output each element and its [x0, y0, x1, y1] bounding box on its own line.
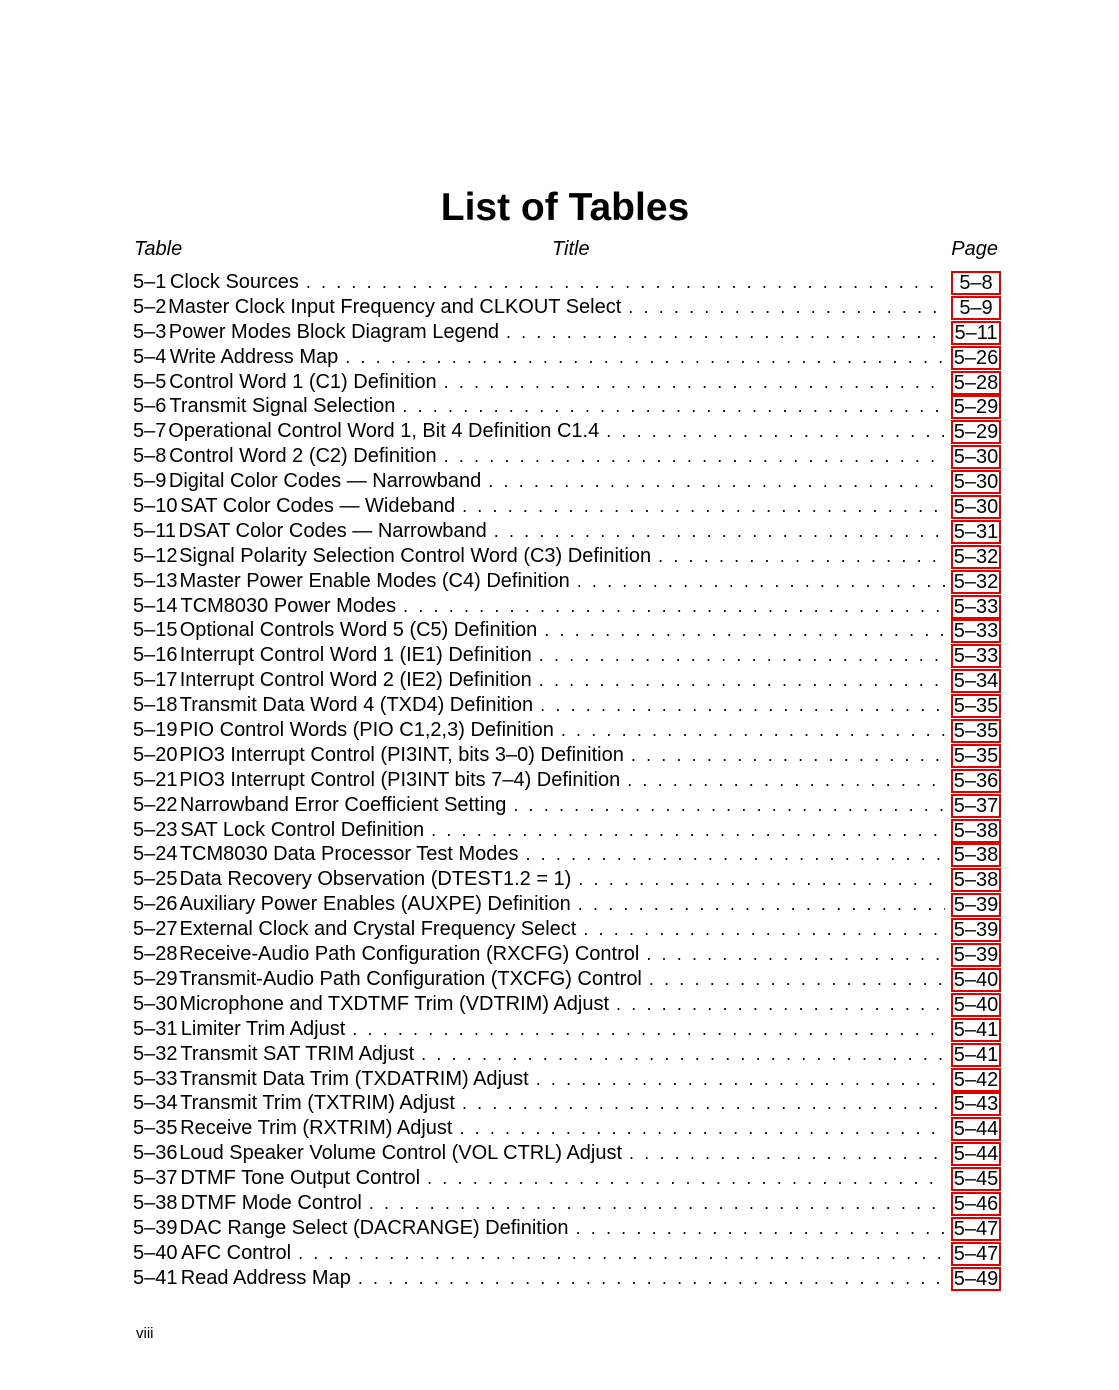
dot-leader: [539, 668, 945, 693]
table-title: Loud Speaker Volume Control (VOL CTRL) Adjust: [179, 1142, 623, 1165]
page-link[interactable]: 5–32: [951, 545, 1001, 569]
table-number: 5–12: [133, 544, 178, 567]
column-header-table: Table: [134, 238, 183, 260]
dot-leader: [536, 1067, 945, 1092]
page-link[interactable]: 5–30: [951, 495, 1001, 519]
dot-leader: [402, 394, 945, 419]
dot-leader: [345, 345, 945, 370]
dot-leader: [646, 942, 945, 967]
page-link[interactable]: 5–47: [951, 1217, 1001, 1241]
table-list-item[interactable]: [133, 1266, 1001, 1291]
table-title: AFC Control: [181, 1241, 292, 1264]
table-title: PIO3 Interrupt Control (PI3INT, bits 3–0) Definition: [179, 743, 624, 766]
dot-leader: [298, 1241, 945, 1266]
table-title: Auxiliary Power Enables (AUXPE) Definition: [179, 893, 571, 916]
table-number: 5–22: [133, 793, 178, 816]
page-link[interactable]: 5–30: [951, 445, 1001, 469]
table-title: Clock Sources: [169, 271, 299, 293]
table-title: Master Power Enable Modes (C4) Definition: [179, 569, 570, 592]
table-list-item[interactable]: [133, 419, 1001, 444]
page-link[interactable]: 5–49: [951, 1267, 1001, 1291]
page-link[interactable]: 5–32: [951, 570, 1001, 594]
dot-leader: [358, 1266, 945, 1291]
table-number: 5–29: [133, 967, 178, 990]
table-list-item[interactable]: [133, 967, 1001, 992]
table-title: Read Address Map: [180, 1266, 351, 1289]
table-list-item[interactable]: [133, 1166, 1001, 1191]
page-link[interactable]: 5–35: [951, 744, 1001, 768]
table-list-item[interactable]: [133, 1141, 1001, 1166]
dot-leader: [658, 544, 945, 569]
table-list-item[interactable]: [133, 494, 1001, 519]
table-list-item[interactable]: [133, 1017, 1001, 1042]
page-link[interactable]: 5–39: [951, 918, 1001, 942]
dot-leader: [577, 569, 945, 594]
table-number: 5–1: [133, 271, 167, 293]
page-link[interactable]: 5–44: [951, 1117, 1001, 1141]
table-list-item[interactable]: [133, 1042, 1001, 1067]
page-link[interactable]: 5–36: [951, 769, 1001, 793]
page-link[interactable]: 5–33: [951, 595, 1001, 619]
table-number: 5–37: [133, 1167, 178, 1190]
dot-leader: [352, 1017, 945, 1042]
dot-leader: [628, 295, 945, 320]
table-list-item[interactable]: [133, 818, 1001, 843]
table-list-item[interactable]: [133, 519, 1001, 544]
table-number: 5–32: [133, 1042, 178, 1065]
dot-leader: [539, 643, 945, 668]
table-number: 5–21: [133, 768, 178, 791]
table-number: 5–30: [133, 992, 178, 1015]
table-list-item[interactable]: [133, 718, 1001, 743]
table-title: Receive-Audio Path Configuration (RXCFG) Control: [179, 943, 640, 966]
column-header-title: Title: [552, 238, 590, 260]
dot-leader: [616, 992, 945, 1017]
page-title: List of Tables: [440, 186, 690, 229]
column-header: [134, 238, 1000, 264]
table-title: Data Recovery Observation (DTEST1.2 = 1): [179, 868, 572, 891]
table-number: 5–2: [133, 295, 167, 318]
dot-leader: [561, 718, 945, 743]
dot-leader: [513, 793, 945, 818]
dot-leader: [306, 270, 945, 295]
table-list-item[interactable]: [133, 569, 1001, 594]
page-link[interactable]: 5–39: [951, 943, 1001, 967]
table-title: Limiter Trim Adjust: [180, 1017, 346, 1040]
table-title: External Clock and Crystal Frequency Select: [179, 918, 577, 941]
page-link[interactable]: 5–33: [951, 644, 1001, 668]
page-link[interactable]: 5–35: [951, 694, 1001, 718]
table-number: 5–10: [133, 495, 178, 518]
page-link[interactable]: 5–42: [951, 1068, 1001, 1092]
table-number: 5–11: [133, 519, 177, 542]
table-title: Microphone and TXDTMF Trim (VDTRIM) Adjust: [179, 992, 610, 1015]
table-list-item[interactable]: [133, 1091, 1001, 1116]
page-link[interactable]: 5–38: [951, 843, 1001, 867]
table-number: 5–18: [133, 694, 178, 717]
dot-leader: [369, 1191, 945, 1216]
table-list: [133, 270, 1001, 1291]
table-title: Power Modes Block Diagram Legend: [168, 320, 499, 343]
table-number: 5–6: [133, 395, 167, 418]
table-title: Digital Color Codes — Narrowband: [168, 470, 482, 493]
table-title: Transmit SAT TRIM Adjust: [180, 1042, 415, 1065]
column-header-page: Page: [951, 238, 998, 260]
table-list-item[interactable]: [133, 842, 1001, 867]
table-list-item[interactable]: [133, 469, 1001, 494]
page-link[interactable]: 5–41: [951, 1018, 1001, 1042]
table-number: 5–24: [133, 843, 178, 866]
table-list-item[interactable]: [133, 917, 1001, 942]
table-number: 5–31: [133, 1017, 178, 1040]
dot-leader: [606, 419, 945, 444]
dot-leader: [576, 1216, 945, 1241]
page-link[interactable]: 5–29: [951, 420, 1001, 444]
table-number: 5–13: [133, 569, 178, 592]
table-title: Optional Controls Word 5 (C5) Definition: [179, 619, 538, 642]
table-list-item[interactable]: [133, 1067, 1001, 1092]
dot-leader: [583, 917, 945, 942]
table-number: 5–19: [133, 719, 178, 742]
table-title: Control Word 2 (C2) Definition: [169, 445, 437, 468]
dot-leader: [444, 370, 945, 395]
table-title: DTMF Mode Control: [180, 1191, 362, 1214]
page-link[interactable]: 5–43: [951, 1092, 1001, 1116]
table-number: 5–38: [133, 1191, 178, 1214]
table-list-item[interactable]: [133, 942, 1001, 967]
table-title: Transmit Trim (TXTRIM) Adjust: [180, 1092, 455, 1115]
table-title: Master Clock Input Frequency and CLKOUT Select: [168, 295, 622, 318]
dot-leader: [462, 494, 945, 519]
page-link[interactable]: 5–30: [951, 470, 1001, 494]
table-title: DAC Range Select (DACRANGE) Definition: [179, 1216, 569, 1239]
dot-leader: [462, 1091, 945, 1116]
table-list-item[interactable]: [133, 693, 1001, 718]
page-link[interactable]: 5–44: [951, 1142, 1001, 1166]
table-list-item[interactable]: [133, 1216, 1001, 1241]
table-number: 5–23: [133, 818, 178, 841]
table-list-item[interactable]: [133, 892, 1001, 917]
table-list-item[interactable]: [133, 768, 1001, 793]
table-list-item[interactable]: [133, 295, 1001, 320]
table-list-item[interactable]: [133, 643, 1001, 668]
table-number: 5–20: [133, 743, 178, 766]
dot-leader: [578, 867, 945, 892]
dot-leader: [506, 320, 945, 345]
table-list-item[interactable]: [133, 992, 1001, 1017]
page-link[interactable]: 5–35: [951, 719, 1001, 743]
table-list-item[interactable]: [133, 444, 1001, 469]
table-number: 5–25: [133, 868, 178, 891]
table-list-item[interactable]: [133, 1116, 1001, 1141]
page-link[interactable]: 5–38: [951, 819, 1001, 843]
table-title: PIO Control Words (PIO C1,2,3) Definition: [179, 719, 554, 742]
table-number: 5–4: [133, 345, 167, 368]
page-link[interactable]: 5–9: [951, 296, 1001, 320]
table-title: Write Address Map: [169, 345, 339, 368]
table-list-item[interactable]: [133, 345, 1001, 370]
page-link[interactable]: 5–39: [951, 893, 1001, 917]
table-list-item[interactable]: [133, 743, 1001, 768]
table-title: Operational Control Word 1, Bit 4 Definition C1.4: [168, 420, 600, 443]
dot-leader: [544, 618, 945, 643]
page-link[interactable]: 5–40: [951, 968, 1001, 992]
dot-leader: [459, 1116, 945, 1141]
table-title: TCM8030 Power Modes: [180, 594, 397, 617]
table-title: PIO3 Interrupt Control (PI3INT bits 7–4) Definition: [179, 768, 621, 791]
table-title: Control Word 1 (C1) Definition: [169, 370, 437, 393]
page-link[interactable]: 5–46: [951, 1192, 1001, 1216]
table-title: SAT Color Codes — Wideband: [180, 495, 456, 518]
table-number: 5–36: [133, 1142, 178, 1165]
page-link[interactable]: 5–38: [951, 868, 1001, 892]
table-number: 5–40: [133, 1241, 178, 1264]
table-number: 5–39: [133, 1216, 178, 1239]
dot-leader: [494, 519, 945, 544]
table-number: 5–15: [133, 619, 178, 642]
dot-leader: [578, 892, 945, 917]
dot-leader: [629, 1141, 945, 1166]
table-list-item[interactable]: [133, 1241, 1001, 1266]
dot-leader: [421, 1042, 945, 1067]
dot-leader: [403, 594, 945, 619]
table-number: 5–33: [133, 1067, 178, 1090]
table-number: 5–35: [133, 1117, 178, 1140]
table-list-item[interactable]: [133, 320, 1001, 345]
page-link[interactable]: 5–40: [951, 993, 1001, 1017]
page-link[interactable]: 5–41: [951, 1043, 1001, 1067]
table-title: Interrupt Control Word 2 (IE2) Definition: [179, 669, 532, 692]
page-link[interactable]: 5–34: [951, 669, 1001, 693]
table-list-item[interactable]: [133, 1191, 1001, 1216]
page-link[interactable]: 5–37: [951, 794, 1001, 818]
table-list-item[interactable]: [133, 618, 1001, 643]
page-link[interactable]: 5–26: [951, 346, 1001, 370]
table-title: Interrupt Control Word 1 (IE1) Definition: [179, 644, 532, 667]
table-title: DSAT Color Codes — Narrowband: [178, 519, 487, 542]
table-number: 5–9: [133, 470, 167, 493]
page-link[interactable]: 5–31: [951, 520, 1001, 544]
table-number: 5–34: [133, 1092, 178, 1115]
table-number: 5–8: [133, 445, 167, 468]
table-title: Signal Polarity Selection Control Word (C3) Definition: [179, 544, 652, 567]
table-number: 5–27: [133, 918, 178, 941]
table-list-item[interactable]: [133, 394, 1001, 419]
page-number-footer: viii: [136, 1325, 154, 1342]
table-title: Transmit Signal Selection: [169, 395, 396, 418]
dot-leader: [444, 444, 945, 469]
dot-leader: [431, 818, 945, 843]
page-link[interactable]: 5–45: [951, 1167, 1001, 1191]
dot-leader: [488, 469, 945, 494]
page-link[interactable]: 5–8: [951, 271, 1001, 295]
dot-leader: [627, 768, 945, 793]
page-link[interactable]: 5–47: [951, 1242, 1001, 1266]
page-link[interactable]: 5–33: [951, 619, 1001, 643]
page-link[interactable]: 5–28: [951, 371, 1001, 395]
page-link[interactable]: 5–29: [951, 395, 1001, 419]
table-list-item[interactable]: [133, 668, 1001, 693]
page-link[interactable]: 5–11: [951, 321, 1001, 345]
table-list-item[interactable]: [133, 270, 1001, 295]
dot-leader: [649, 967, 945, 992]
table-title: Narrowband Error Coefficient Setting: [179, 793, 507, 816]
table-title: Transmit Data Word 4 (TXD4) Definition: [179, 694, 534, 717]
table-number: 5–26: [133, 893, 178, 916]
table-number: 5–41: [133, 1266, 178, 1289]
dot-leader: [631, 743, 945, 768]
table-title: SAT Lock Control Definition: [180, 818, 425, 841]
dot-leader: [540, 693, 945, 718]
table-number: 5–7: [133, 420, 167, 443]
table-title: Transmit-Audio Path Configuration (TXCFG) Control: [179, 967, 642, 990]
table-list-item[interactable]: [133, 594, 1001, 619]
table-title: Receive Trim (RXTRIM) Adjust: [180, 1117, 453, 1140]
table-list-item[interactable]: [133, 544, 1001, 569]
table-list-item[interactable]: [133, 370, 1001, 395]
table-list-item[interactable]: [133, 793, 1001, 818]
dot-leader: [525, 842, 945, 867]
table-number: 5–14: [133, 594, 178, 617]
table-number: 5–16: [133, 644, 178, 667]
table-number: 5–5: [133, 370, 167, 393]
table-title: DTMF Tone Output Control: [180, 1167, 421, 1190]
table-title: Transmit Data Trim (TXDATRIM) Adjust: [179, 1067, 529, 1090]
table-title: TCM8030 Data Processor Test Modes: [179, 843, 519, 866]
table-number: 5–17: [133, 669, 178, 692]
table-number: 5–28: [133, 943, 178, 966]
table-number: 5–3: [133, 320, 167, 343]
table-list-item[interactable]: [133, 867, 1001, 892]
dot-leader: [427, 1166, 945, 1191]
